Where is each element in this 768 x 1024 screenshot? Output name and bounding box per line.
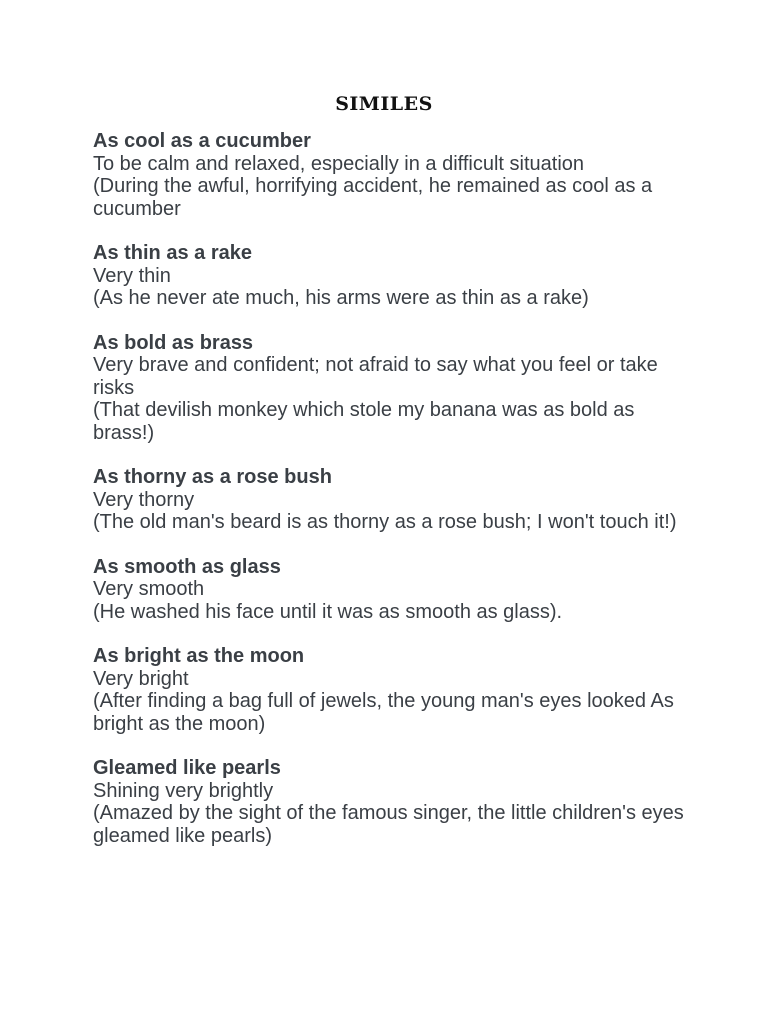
simile-example: (Amazed by the sight of the famous singer, the little children's eyes gleamed like pearls) — [93, 802, 684, 847]
simile-term: Gleamed like pearls — [93, 757, 281, 779]
simile-example: (That devilish monkey which stole my banana was as bold as brass!) — [93, 399, 635, 444]
simile-example: (During the awful, horrifying accident, he remained as cool as a cucumber — [93, 175, 653, 220]
simile-entry — [93, 466, 693, 534]
simile-term: As bold as brass — [93, 331, 254, 354]
simile-example: (The old man's beard is as thorny as a rose bush; I won't touch it!) — [93, 511, 677, 533]
simile-example: (After finding a bag full of jewels, the young man's eyes looked As bright as the moon) — [93, 690, 674, 735]
simile-term: As cool as a cucumber — [93, 130, 311, 152]
simile-meaning: Very thin — [93, 264, 171, 287]
simile-entry — [93, 130, 693, 220]
simile-entry — [93, 757, 693, 847]
simile-term: As thin as a rake — [93, 242, 252, 264]
simile-meaning: Very smooth — [93, 578, 205, 600]
simile-example: (As he never ate much, his arms were as thin as a rake) — [93, 287, 589, 309]
page-title: SIMILES — [335, 93, 433, 115]
simile-meaning: Very thorny — [93, 488, 195, 511]
simile-meaning: Very brave and confident; not afraid to say what you feel or take risks — [93, 354, 658, 399]
simile-meaning: To be calm and relaxed, especially in a difficult situation — [93, 152, 585, 175]
simile-term: As bright as the moon — [93, 645, 305, 667]
simile-meaning: Very bright — [93, 667, 189, 690]
simile-term: As thorny as a rose bush — [93, 466, 332, 488]
simile-term: As smooth as glass — [93, 555, 281, 578]
simile-meaning: Shining very brightly — [93, 779, 274, 802]
simile-example: (He washed his face until it was as smooth as glass). — [93, 600, 563, 623]
simile-entry — [93, 645, 693, 735]
simile-list — [93, 130, 693, 869]
simile-entry — [93, 332, 693, 445]
simile-entry — [93, 242, 693, 310]
simile-entry — [93, 556, 693, 624]
